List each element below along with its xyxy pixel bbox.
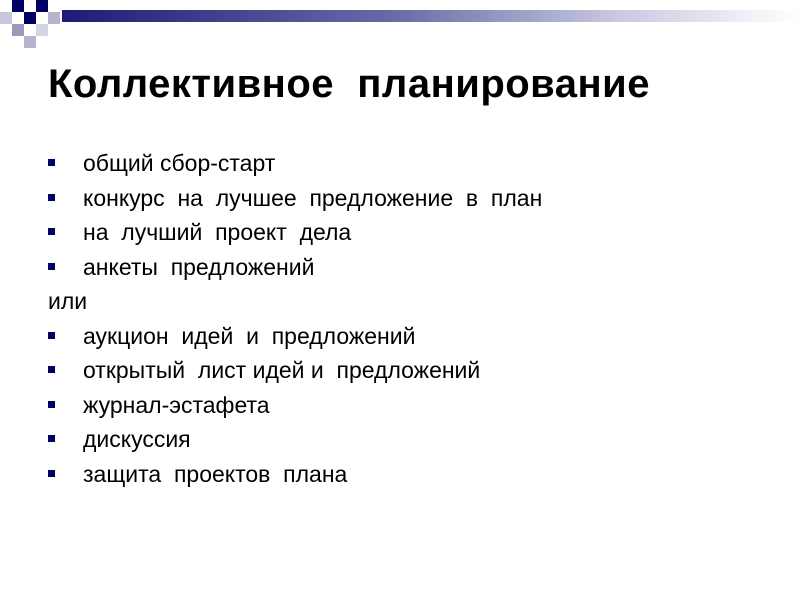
list-item [48,319,768,354]
square-bullet-icon [48,263,55,270]
slide-title: Коллективное планирование [48,62,650,106]
list-item [48,457,768,492]
header-gradient-bar [62,10,800,22]
list-item-text: конкурс на лучшее предложение в план [83,184,543,211]
list-item-text: защита проектов плана [83,460,348,487]
list-item [48,215,768,250]
checker-square [0,12,12,24]
list-item-text: дискуссия [83,426,191,452]
content-list [48,146,768,491]
list-item-text: анкеты предложений [83,253,315,280]
list-item [48,353,768,388]
checker-square [24,12,36,24]
checker-square [36,0,48,12]
checker-square [48,12,60,24]
list-item [48,250,768,285]
square-bullet-icon [48,366,55,373]
checker-decoration [0,0,60,50]
list-item-text: общий сбор-старт [83,150,276,176]
list-item [48,422,768,457]
square-bullet-icon [48,435,55,442]
square-bullet-icon [48,332,55,339]
list-item-text: на лучший проект дела [83,219,352,245]
list-item-text: журнал-эстафета [83,391,270,418]
checker-square [36,24,48,36]
list-item [48,388,768,423]
square-bullet-icon [48,228,55,235]
checker-square [12,0,24,12]
checker-square [12,24,24,36]
separator-text: или [48,288,88,314]
square-bullet-icon [48,470,55,477]
square-bullet-icon [48,159,55,166]
list-item [48,146,768,181]
square-bullet-icon [48,401,55,408]
checker-square [24,36,36,48]
list-item-text: открытый лист идей и предложений [83,357,481,383]
square-bullet-icon [48,194,55,201]
list-separator-text [48,284,768,319]
list-item [48,181,768,216]
list-item-text: аукцион идей и предложений [83,322,416,349]
